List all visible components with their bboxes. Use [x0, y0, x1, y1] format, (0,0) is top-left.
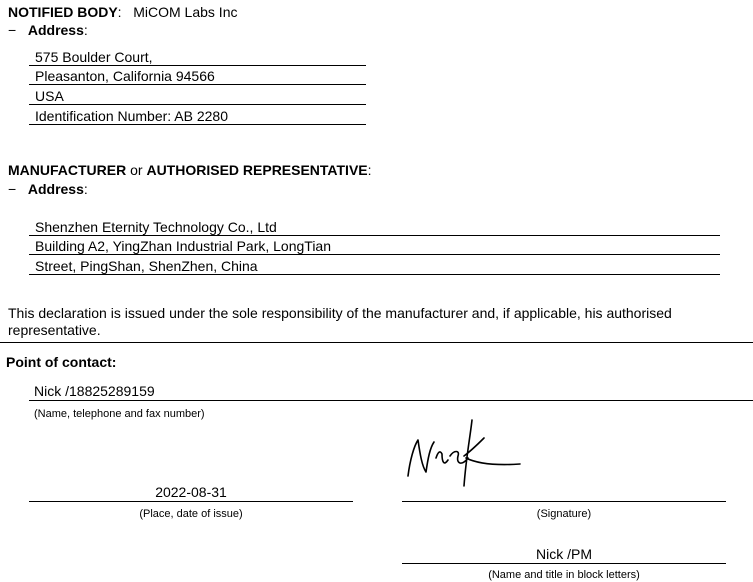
- issue-caption: (Place, date of issue): [139, 508, 243, 520]
- name-title-caption: (Name and title in block letters): [488, 569, 640, 581]
- signature-underline: [402, 501, 726, 502]
- declaration-text-line2: representative.: [8, 322, 101, 338]
- notified-body-value: MiCOM Labs Inc: [133, 4, 238, 20]
- manufacturer-address-line: Street, PingShan, ShenZhen, China: [29, 258, 720, 275]
- issue-underline: [29, 501, 353, 502]
- notified-body-address-line: Identification Number: AB 2280: [29, 108, 366, 125]
- contact-caption: (Name, telephone and fax number): [34, 408, 205, 420]
- signature-stroke: [408, 420, 520, 486]
- manufacturer-label: MANUFACTURER: [8, 162, 127, 178]
- representative-label: AUTHORISED REPRESENTATIVE: [146, 162, 368, 178]
- manufacturer-colon: :: [367, 162, 372, 178]
- notified-body-address-line: 575 Boulder Court,: [29, 49, 366, 66]
- address-dash: −: [8, 181, 17, 197]
- section-divider: [0, 342, 753, 343]
- notified-body-label: NOTIFIED BODY: [8, 4, 118, 20]
- notified-body-heading: [8, 4, 237, 20]
- notified-body-colon: :: [117, 4, 122, 20]
- address-label: Address: [27, 22, 84, 38]
- address-label: Address: [27, 181, 84, 197]
- manufacturer-address-line: Shenzhen Eternity Technology Co., Ltd: [29, 219, 720, 236]
- address-colon: :: [83, 181, 88, 197]
- notified-body-address-heading: [8, 22, 88, 38]
- contact-heading: Point of contact:: [6, 354, 117, 370]
- issue-value: 2022-08-31: [155, 484, 227, 500]
- signature-caption: (Signature): [536, 508, 592, 520]
- name-title-value: Nick /PM: [536, 546, 592, 562]
- address-colon: :: [83, 22, 88, 38]
- contact-value: Nick /18825289159: [34, 383, 155, 399]
- manufacturer-address-heading: [8, 181, 88, 197]
- contact-underline: [29, 400, 753, 401]
- signature-text: Nick: [400, 410, 402, 411]
- manufacturer-address-line: Building A2, YingZhan Industrial Park, LongTian: [29, 238, 720, 255]
- notified-body-address-line: USA: [29, 88, 366, 105]
- manufacturer-heading: [8, 162, 372, 178]
- manufacturer-or: or: [126, 162, 147, 178]
- declaration-text-line1: This declaration is issued under the sole responsibility of the manufacturer and, if applicable, his authorised: [8, 305, 672, 321]
- name-title-underline: [402, 563, 726, 564]
- signature-image: [400, 410, 530, 500]
- notified-body-address-line: Pleasanton, California 94566: [29, 68, 366, 85]
- address-dash: −: [8, 22, 17, 38]
